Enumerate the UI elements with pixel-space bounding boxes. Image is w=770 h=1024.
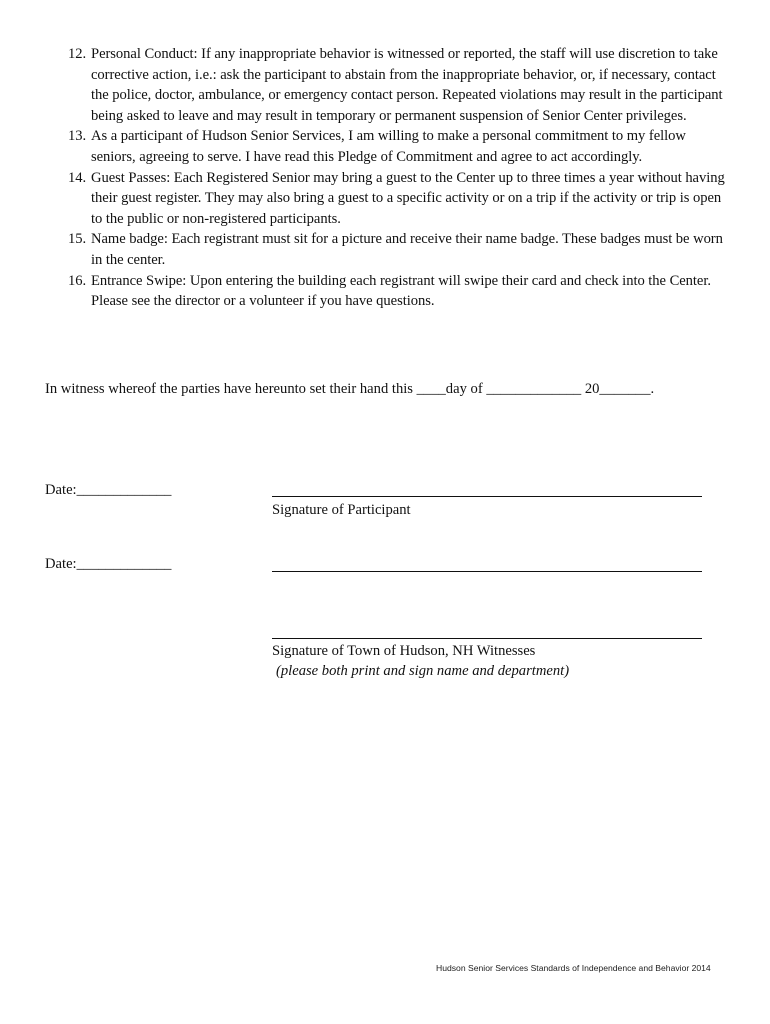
rule-text: Personal Conduct: If any inappropriate behavior is witnessed or reported, the staff will use discretion to take corrective action, i.e.: ask the participant to abstain from the inappropriate behavior, or, if necessary, contact the police, doctor, ambulance, or emergency contact person. Repeated violations may result in the participant being asked to leave and may result in temporary or permanent suspension of Senior Center privileges. xyxy=(91,46,723,124)
witness-signature-note: (please both print and sign name and department) xyxy=(276,663,570,679)
date-field-participant[interactable]: Date:_____________ xyxy=(45,482,172,498)
rule-number: 14. xyxy=(68,169,87,186)
witness-signature-line[interactable] xyxy=(272,638,702,639)
rule-number: 12. xyxy=(68,46,87,62)
rule-item-13 xyxy=(0,126,770,167)
rule-number: 13. xyxy=(68,128,87,145)
rule-item-15 xyxy=(0,229,770,270)
date-field-witness[interactable]: Date:_____________ xyxy=(45,556,172,572)
rule-text: As a participant of Hudson Senior Services, I am willing to make a personal commitment to my fellow seniors, agreeing to serve. I have read this Pledge of Commitment and agree to act accordingly. xyxy=(91,128,686,165)
second-signature-line[interactable] xyxy=(272,571,702,572)
rule-text: Entrance Swipe: Upon entering the building each registrant will swipe their card and check into the Center. Please see the director or a volunteer if you have questions. xyxy=(91,272,711,310)
rule-item-12 xyxy=(0,44,770,126)
rule-text: Guest Passes: Each Registered Senior may bring a guest to the Center up to three times a year without having their guest register. They may also bring a guest to a specific activity or on a trip if the activity or trip is open to the public or non-registered participants. xyxy=(91,169,725,227)
page-footer: Hudson Senior Services Standards of Independence and Behavior 2014 xyxy=(436,963,711,973)
rules-list xyxy=(0,44,770,312)
rule-number: 15. xyxy=(68,231,87,248)
witness-signature-label: Signature of Town of Hudson, NH Witnesses xyxy=(272,643,536,659)
participant-signature-line[interactable] xyxy=(272,496,702,497)
witness-statement[interactable]: In witness whereof the parties have hereunto set their hand this ____day of _____________ 20_______. xyxy=(45,381,655,397)
rule-text: Name badge: Each registrant must sit for a picture and receive their name badge. These badges must be worn in the center. xyxy=(91,231,723,268)
rule-item-16 xyxy=(0,271,770,312)
participant-signature-label: Signature of Participant xyxy=(272,502,411,518)
rule-item-14 xyxy=(0,168,770,230)
rule-number: 16. xyxy=(68,272,87,289)
